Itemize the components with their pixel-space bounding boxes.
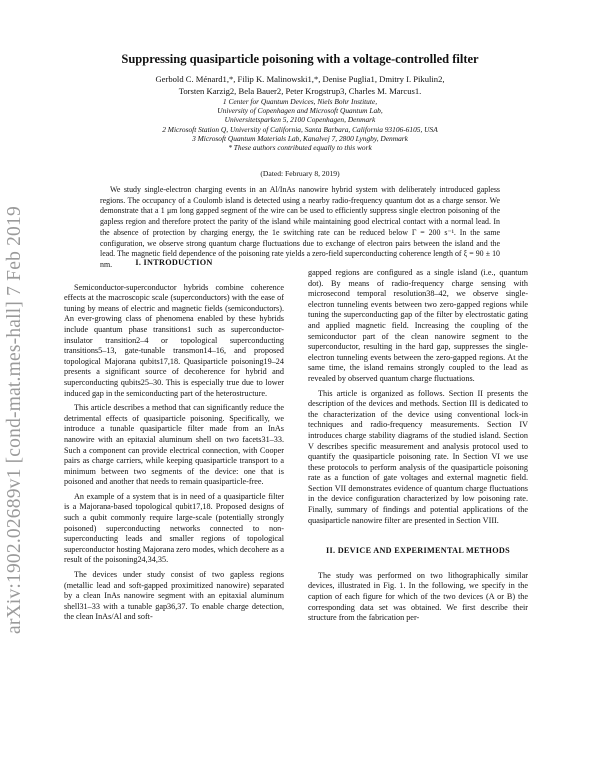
affiliation-line: 2 Microsoft Station Q, University of California, Santa Barbara, California 93106-6105, USA [162, 124, 438, 134]
affiliation-line: University of Copenhagen and Microsoft Quantum Lab, [217, 106, 383, 116]
paragraph: The devices under study consist of two gapless regions (metallic lead and soft-gapped proximitized nanowire) separated by a clean InAs nanowire segment with an epitaxial aluminum shell31–33 with a tunable gap36,37. To enable charge detection, the clean InAs/Al and soft- [64, 570, 284, 622]
paragraph: This article is organized as follows. Section II presents the description of the devices and methods. Section III is dedicated to the characterization of the device using conventional lock-in techniques and radio-frequency measurements. Section IV introduces charge stability diagrams of the studied island. Section V describes specific measurement and analysis protocol used to quantify the quasiparticle poisoning rate. In Section VI we use these protocols to perform analysis of the quasiparticle poisoning rate as a function of gate voltages and external magnetic field. Section VII demonstrates evidence of quantum charge fluctuations in the device configuration characterized by low poisoning rate. Finally, summary of findings and potential applications of the quasiparticle nanowire filter are presented in Section VIII. [308, 388, 528, 525]
arxiv-identifier[interactable]: arXiv:1902.02689v1 [cond-mat.mes-hall] 7 Feb 2019 [4, 206, 25, 634]
dated-line: (Dated: February 8, 2019) [260, 169, 340, 178]
section-heading: I. INTRODUCTION [135, 258, 213, 267]
affiliation-list [60, 97, 540, 152]
affiliation-line: 1 Center for Quantum Devices, Niels Bohr Institute, [222, 97, 378, 106]
author-list [60, 74, 540, 97]
affiliation-line: 3 Microsoft Quantum Materials Lab, Kanalvej 7, 2800 Lyngby, Denmark [192, 133, 408, 143]
right-column [308, 268, 528, 624]
author-line: Torsten Karzig2, Bela Bauer2, Peter Krogstrup3, Charles M. Marcus1. [178, 85, 422, 96]
paragraph: This article describes a method that can significantly reduce the detrimental effects of quasiparticle poisoning. Specifically, we introduce a tunable quasiparticle filter made from an InAs nanowire with an epitaxial aluminum shell on two facets31–33. Such a component can provide electrical connection, with Cooper pairs as charge carriers, while keeping quasiparticle transport to a minimum between two segments of the device: one that is poisoned and another that needs to remain quasiparticle-free. [64, 403, 284, 487]
paragraph: gapped regions are configured as a single island (i.e., quantum dot). By means of radio-frequency charge sensing with microsecond temporal resolution38–42, we observe single-electron tunneling events between two zero-gapped regions while tuning the superconducting gap of the filter by electrostatic gating and applied magnetic field. Increasing the coupling of the semiconductor part of the clean nanowire segment to the superconductor, resulting in the hard gap, suppresses the single-electron tunneling events between the zero-gapped regions. At the same time, the island remains strongly coupled to the lead as revealed by observed quantum charge fluctuations. [308, 268, 528, 383]
author-line: Gerbold C. Ménard1,*, Filip K. Malinowski1,*, Denise Puglia1, Dmitry I. Pikulin2, [155, 74, 445, 84]
paper-title: Suppressing quasiparticle poisoning with a voltage-controlled filter [121, 52, 479, 66]
paragraph: The study was performed on two lithographically similar devices, illustrated in Fig. 1. In the following, we specify in the caption of each figure for which of the two devices (A or B) the corresponding data set was obtained. We first describe their structure from the fabrication per- [308, 570, 528, 623]
paragraph: Semiconductor-superconductor hybrids combine coherence effects at the macroscopic scale (superconductors) with the ease of tuning by means of electric and magnetic fields (semiconductors). An ever-growing class of phenomena enabled by these hybrids include quantum phase transitions1 such as superconductor-insulator transition2–4 or topological superconducting transitions5–13, gate-tunable transmon14–16, and proposed topological Majorana qubits17,18. Quasiparticle poisoning19–24 presents a significant source of decoherence for hybrid and superconducting qubits25–30. This is especially true due to lower induced gap in the semiconducting part of the heterostructure. [64, 282, 284, 398]
left-column [64, 258, 284, 623]
abstract: We study single-electron charging events in an Al/InAs nanowire hybrid system with deliberately introduced gapless regions. The occupancy of a Coulomb island is detected using a nearby radio-frequency quantum dot as a charge sensor. We demonstrate that a 1 μm long gapped segment of the wire can be used to efficiently suppress single electron poisoning of the gapless region and therefore protect the parity of the island while maintaining good electrical contact with a normal lead. In the absence of protection by charging energy, the 1e switching rate can be reduced below Γ = 200 s⁻¹. In the same configuration, we observe strong quantum charge fluctuations due to exchange of electron pairs between the island and the lead. The magnetic field dependence of the poisoning rate yields a zero-field superconducting coherence length of ξ = 90 ± 10 nm. [100, 185, 500, 269]
affiliation-line: * These authors contributed equally to this work [228, 143, 372, 153]
affiliation-line: Universitetsparken 5, 2100 Copenhagen, Denmark [224, 115, 376, 125]
section-heading: II. DEVICE AND EXPERIMENTAL METHODS [326, 546, 510, 556]
paragraph: An example of a system that is in need of a quasiparticle filter is a Majorana-based topological qubit17,18. Proposed designs of such a qubit commonly require large-scale (potentially strongly poisoned) superconducting networks connected to non-superconducting leads and smaller regions of topological superconductor hosting Majorana zero modes, which decohere as a result of the poisoning24,34,35. [64, 491, 284, 565]
